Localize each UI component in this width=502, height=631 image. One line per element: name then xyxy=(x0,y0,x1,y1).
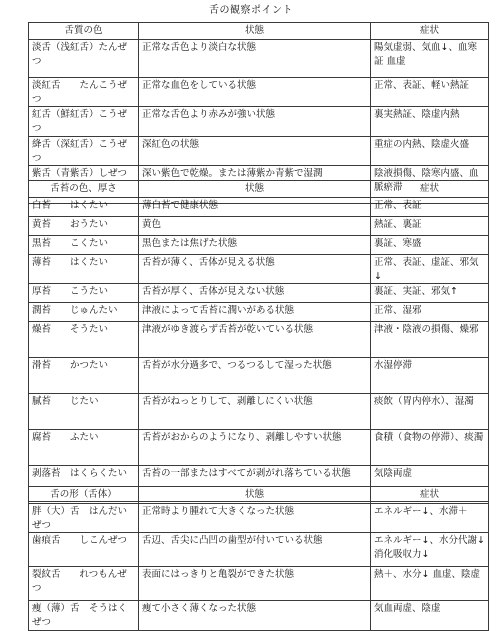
table-row xyxy=(29,136,489,166)
row-state: 舌苔が厚く、舌体が見えない状態 xyxy=(139,284,371,303)
row-name: 燥苔 そうたい xyxy=(29,322,139,358)
header-symptom: 症状 xyxy=(371,181,489,198)
row-state: 正常時より腫れて大きくなった状態 xyxy=(139,503,371,533)
table-row xyxy=(29,303,489,322)
row-symptom: 裏証、実証、邪気↑ xyxy=(371,284,489,303)
header-category: 舌の形（舌体） xyxy=(29,487,139,504)
row-name: 痩（薄）舌 そうはくぜつ xyxy=(29,601,139,631)
row-name: 紅舌（鮮紅舌）こうぜつ xyxy=(29,107,139,137)
row-state: 舌辺、舌尖に凸凹の歯型が付いている状態 xyxy=(139,533,371,567)
table-row xyxy=(29,430,489,466)
row-name: 剥落苔 はくらくたい xyxy=(29,466,139,502)
row-symptom: 陰液損傷、陰寒内盛、血脈瘀滞 xyxy=(371,166,489,204)
table-header-row xyxy=(29,23,489,40)
row-name: 裂紋舌 れつもんぜつ xyxy=(29,567,139,601)
row-symptom: 水湿停滞 xyxy=(371,358,489,394)
row-symptom: 重症の内熱、陰虚火盛 xyxy=(371,136,489,166)
table-row xyxy=(29,39,489,77)
table-row xyxy=(29,503,489,533)
row-state: 黄色 xyxy=(139,216,371,235)
header-symptom: 症状 xyxy=(371,487,489,504)
row-state: 舌苔が薄く、舌体が見える状態 xyxy=(139,254,371,284)
row-state: 舌苔の一部またはすべてが剥がれ落ちている状態 xyxy=(139,466,371,502)
table-row xyxy=(29,533,489,567)
table-row xyxy=(29,284,489,303)
row-name: 膩苔 じたい xyxy=(29,394,139,430)
row-name: 歯痕舌 しこんぜつ xyxy=(29,533,139,567)
table-row xyxy=(29,322,489,358)
row-state: 薄白苔で健康状態 xyxy=(139,197,371,216)
row-state: 正常な舌色より淡白な状態 xyxy=(139,39,371,77)
row-state: 痩て小さく薄くなった状態 xyxy=(139,601,371,631)
header-symptom: 症状 xyxy=(371,23,489,40)
table-row xyxy=(29,567,489,601)
row-state: 黒色または焦げた状態 xyxy=(139,235,371,254)
row-state: 津液がゆき渡らず舌苔が乾いている状態 xyxy=(139,322,371,358)
row-symptom: エネルギー↓、水分代謝↓ 消化吸収力↓ xyxy=(371,533,489,567)
row-name: 淡紅舌 たんこうぜつ xyxy=(29,77,139,107)
row-name: 淡舌（浅紅舌）たんぜつ xyxy=(29,39,139,77)
row-state: 正常な血色をしている状態 xyxy=(139,77,371,107)
row-symptom: 正常、湿邪 xyxy=(371,303,489,322)
table-row xyxy=(29,394,489,430)
row-symptom: 気陰両虚 xyxy=(371,466,489,502)
table-row xyxy=(29,358,489,394)
table-row xyxy=(29,107,489,137)
row-name: 滑苔 かつたい xyxy=(29,358,139,394)
row-name: 黄苔 おうたい xyxy=(29,216,139,235)
row-name: 厚苔 こうたい xyxy=(29,284,139,303)
row-state: 津液によって舌苔に潤いがある状態 xyxy=(139,303,371,322)
row-symptom: 裏証、寒盛 xyxy=(371,235,489,254)
page-title: 舌の観察ポイント xyxy=(209,5,293,16)
tongue-shape-table xyxy=(28,486,489,631)
table-row xyxy=(29,216,489,235)
tongue-color-table xyxy=(28,22,489,204)
row-name: 胖（大）舌 はんだいぜつ xyxy=(29,503,139,533)
table-header-row xyxy=(29,487,489,504)
row-symptom: エネルギー↓、水滞＋ xyxy=(371,503,489,533)
row-symptom: 正常、表証、軽い熱証 xyxy=(371,77,489,107)
header-state: 状態 xyxy=(139,23,371,40)
row-state: 正常な舌色より赤みが強い状態 xyxy=(139,107,371,137)
tongue-coating-table xyxy=(28,180,489,502)
row-symptom: 痰飲（胃内停水）、湿濁 xyxy=(371,394,489,430)
row-name: 黒苔 こくたい xyxy=(29,235,139,254)
row-symptom: 陽気虚弱、気血↓、血寒証 血虚 xyxy=(371,39,489,77)
row-symptom: 熱証、裏証 xyxy=(371,216,489,235)
row-symptom: 正常、表証 xyxy=(371,197,489,216)
row-state: 舌苔がおからのようになり、剥離しやすい状態 xyxy=(139,430,371,466)
row-symptom: 裏実熱証、陰虚内熱 xyxy=(371,107,489,137)
header-category: 舌苔の色、厚さ xyxy=(29,181,139,198)
row-symptom: 津液・陰液の損傷、燥邪 xyxy=(371,322,489,358)
table-header-row xyxy=(29,181,489,198)
row-state: 深い紫色で乾燥。または薄紫か青紫で湿潤 xyxy=(139,166,371,204)
row-name: 絳舌（深紅舌）こうぜつ xyxy=(29,136,139,166)
row-state: 深紅色の状態 xyxy=(139,136,371,166)
row-symptom: 正常、表証、虚証、邪気↓ xyxy=(371,254,489,284)
header-category: 舌質の色 xyxy=(29,23,139,40)
row-symptom: 気血両虚、陰虚 xyxy=(371,601,489,631)
row-state: 舌苔が水分過多で、つるつるして湿った状態 xyxy=(139,358,371,394)
row-name: 紫舌（青紫舌）しぜつ xyxy=(29,166,139,204)
table-row xyxy=(29,601,489,631)
row-name: 潤苔 じゅんたい xyxy=(29,303,139,322)
row-name: 腐苔 ふたい xyxy=(29,430,139,466)
header-state: 状態 xyxy=(139,181,371,198)
row-name: 白苔 はくたい xyxy=(29,197,139,216)
row-state: 舌苔がねっとりして、剥離しにくい状態 xyxy=(139,394,371,430)
row-name: 薄苔 はくたい xyxy=(29,254,139,284)
table-row xyxy=(29,254,489,284)
row-symptom: 熱＋、水分↓ 血虚、陰虚 xyxy=(371,567,489,601)
row-symptom: 食積（食物の停滞）、痰濁 xyxy=(371,430,489,466)
row-state: 表面にはっきりと亀裂ができた状態 xyxy=(139,567,371,601)
table-row xyxy=(29,77,489,107)
table-row xyxy=(29,197,489,216)
header-state: 状態 xyxy=(139,487,371,504)
table-row xyxy=(29,235,489,254)
